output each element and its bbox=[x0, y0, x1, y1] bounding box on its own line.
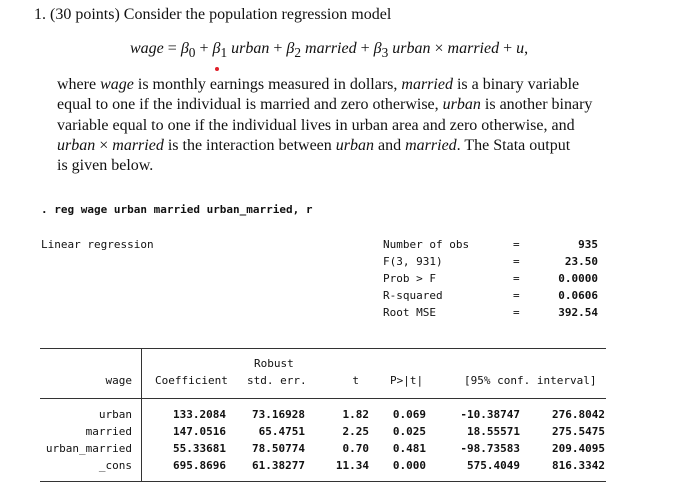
stat-label-nobs: Number of obs bbox=[383, 238, 470, 251]
cell-ci-high: 209.4095 bbox=[552, 442, 605, 455]
eq-var-married: married bbox=[305, 40, 357, 57]
eq-beta3: β bbox=[373, 40, 382, 57]
cell-se: 73.16928 bbox=[252, 408, 305, 421]
stat-eq: = bbox=[513, 238, 520, 251]
header-coefficient: Coefficient bbox=[155, 374, 228, 387]
eq-sub0: 0 bbox=[188, 45, 196, 61]
cell-ci-high: 275.5475 bbox=[552, 425, 605, 438]
table-divider-body bbox=[141, 398, 142, 481]
cursor-dot bbox=[215, 67, 219, 71]
text: is monthly earnings measured in dollars, bbox=[133, 76, 402, 93]
cell-p: 0.025 bbox=[392, 425, 426, 438]
var-urban: urban bbox=[442, 96, 481, 113]
cell-ci-high: 276.8042 bbox=[552, 408, 605, 421]
eq-plus-1: + bbox=[199, 40, 209, 57]
cell-se: 65.4751 bbox=[258, 425, 305, 438]
var-urban: urban bbox=[57, 137, 96, 154]
stat-eq: = bbox=[513, 272, 520, 285]
stat-value-rmse: 392.54 bbox=[558, 306, 598, 319]
cell-t: 1.82 bbox=[342, 408, 369, 421]
header-wage: wage bbox=[105, 374, 132, 387]
stat-eq: = bbox=[513, 289, 520, 302]
paragraph-line-4 bbox=[57, 137, 570, 155]
var-urban: urban bbox=[335, 137, 374, 154]
cell-se: 61.38277 bbox=[252, 459, 305, 472]
cell-ci-low: 18.55571 bbox=[467, 425, 520, 438]
robust-label: Robust bbox=[254, 357, 294, 370]
eq-var-married-2: married bbox=[447, 40, 500, 57]
eq-comma: , bbox=[524, 40, 529, 57]
header-std-err: std. err. bbox=[247, 374, 307, 387]
eq-beta0: β bbox=[180, 40, 189, 57]
cell-se: 78.50774 bbox=[252, 442, 305, 455]
cell-t: 2.25 bbox=[342, 425, 369, 438]
eq-times: × bbox=[434, 40, 444, 57]
paragraph-line-3: variable equal to one if the individual lives in urban area and zero otherwise, and bbox=[57, 117, 575, 134]
text: where bbox=[57, 76, 101, 93]
paragraph-line-5: is given below. bbox=[57, 157, 154, 174]
cell-coef: 133.2084 bbox=[173, 408, 226, 421]
paragraph-line-1 bbox=[57, 76, 579, 94]
cell-ci-high: 816.3342 bbox=[552, 459, 605, 472]
eq-beta1: β bbox=[212, 40, 221, 57]
stat-label-f: F(3, 931) bbox=[383, 255, 443, 268]
stat-eq: = bbox=[513, 255, 520, 268]
text: is the interaction between bbox=[163, 137, 336, 154]
eq-sub2: 2 bbox=[294, 45, 302, 61]
row-var-cons: _cons bbox=[98, 459, 132, 472]
stat-value-r2: 0.0606 bbox=[558, 289, 598, 302]
text: . The Stata output bbox=[456, 137, 571, 154]
var-married: married bbox=[401, 76, 453, 93]
table-rule-bottom bbox=[40, 481, 606, 482]
cell-ci-low: -98.73583 bbox=[460, 442, 520, 455]
cell-coef: 695.8696 bbox=[173, 459, 226, 472]
row-var-urban: urban bbox=[98, 408, 132, 421]
row-var-urban-married: urban_married bbox=[45, 442, 132, 455]
times-sign: × bbox=[95, 137, 113, 154]
var-married: married bbox=[405, 137, 457, 154]
eq-sub3: 3 bbox=[381, 45, 389, 61]
cell-coef: 147.0516 bbox=[173, 425, 226, 438]
row-var-married: married bbox=[85, 425, 132, 438]
cell-p: 0.000 bbox=[392, 459, 426, 472]
header-t: t bbox=[352, 374, 359, 387]
cell-coef: 55.33681 bbox=[173, 442, 226, 455]
header-p: P>|t| bbox=[390, 374, 424, 387]
eq-error: u bbox=[516, 40, 525, 57]
question-heading: 1. (30 points) Consider the population regression model bbox=[34, 6, 392, 23]
stat-value-probf: 0.0000 bbox=[558, 272, 598, 285]
cell-p: 0.481 bbox=[392, 442, 426, 455]
stat-label-rmse: Root MSE bbox=[383, 306, 436, 319]
table-rule-middle bbox=[40, 398, 606, 399]
stat-value-f: 23.50 bbox=[564, 255, 598, 268]
table-divider-head bbox=[141, 348, 142, 398]
text: equal to one if the individual is married and zero otherwise, bbox=[57, 96, 443, 113]
stat-label-r2: R-squared bbox=[383, 289, 443, 302]
eq-beta2: β bbox=[286, 40, 295, 57]
regression-equation bbox=[130, 40, 528, 61]
stat-value-nobs: 935 bbox=[578, 238, 598, 251]
eq-sub1: 1 bbox=[220, 45, 228, 61]
eq-equals: = bbox=[167, 40, 177, 57]
stata-command: . reg wage urban married urban_married, r bbox=[41, 203, 313, 216]
paragraph-line-2 bbox=[57, 96, 592, 114]
eq-var-urban-2: urban bbox=[392, 40, 431, 57]
model-label: Linear regression bbox=[41, 238, 154, 251]
stat-eq: = bbox=[513, 306, 520, 319]
cell-p: 0.069 bbox=[392, 408, 426, 421]
eq-plus-2: + bbox=[273, 40, 283, 57]
eq-plus-3: + bbox=[360, 40, 370, 57]
header-ci: [95% conf. interval] bbox=[464, 374, 597, 387]
cell-ci-low: -10.38747 bbox=[460, 408, 520, 421]
table-rule-top bbox=[40, 348, 606, 349]
eq-lhs: wage bbox=[130, 40, 164, 57]
var-wage: wage bbox=[100, 76, 134, 93]
eq-var-urban: urban bbox=[231, 40, 270, 57]
text: is another binary bbox=[480, 96, 593, 113]
eq-plus-4: + bbox=[503, 40, 513, 57]
text: is a binary variable bbox=[452, 76, 580, 93]
cell-t: 11.34 bbox=[335, 459, 369, 472]
var-married: married bbox=[112, 137, 164, 154]
cell-ci-low: 575.4049 bbox=[467, 459, 520, 472]
text: and bbox=[374, 137, 406, 154]
cell-t: 0.70 bbox=[342, 442, 369, 455]
stat-label-probf: Prob > F bbox=[383, 272, 436, 285]
